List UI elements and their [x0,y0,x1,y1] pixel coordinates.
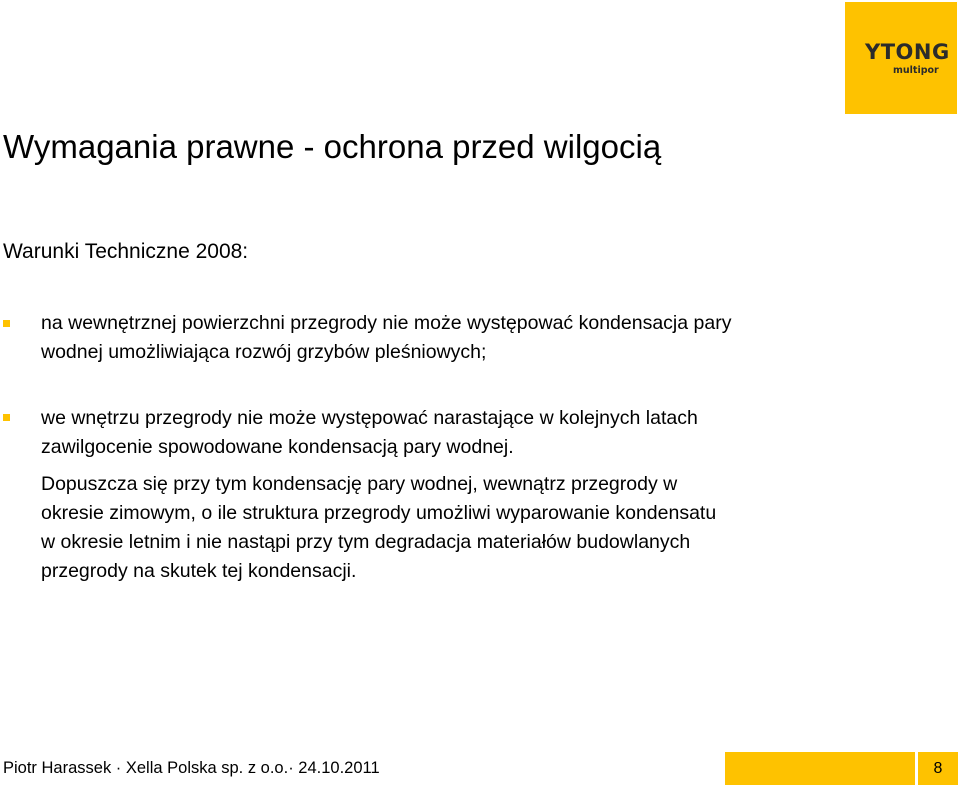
logo-sub-text: multipor [893,65,939,76]
page-number: 8 [933,759,943,777]
continuation-line-3: w okresie letnim i nie nastąpi przy tym degradacja materiałów budowlanych [41,531,691,553]
ytong-multipor-logo [845,2,957,114]
bullet-square-icon [3,320,10,327]
page-number-box [918,752,958,785]
bullet-square-icon [3,414,10,421]
logo-brand-text: YTONG [865,40,950,64]
continuation-paragraph [41,470,911,586]
bullet-item-1-line-1: na wewnętrznej powierzchni przegrody nie może występować kondensacja pary [41,312,732,334]
footer-author-date: Piotr Harassek · Xella Polska sp. z o.o.· 24.10.2011 [3,759,380,777]
footer-accent-bar [725,752,915,785]
slide-title: Wymagania prawne - ochrona przed wilgocią [3,128,662,165]
slide-subtitle: Warunki Techniczne 2008: [3,240,249,263]
continuation-line-1: Dopuszcza się przy tym kondensację pary wodnej, wewnątrz przegrody w [41,473,678,495]
bullet-item-1-line-2: wodnej umożliwiająca rozwój grzybów pleśniowych; [41,341,487,363]
bullet-item-2 [41,404,911,462]
bullet-item-1 [41,309,911,367]
bullet-item-2-line-1: we wnętrzu przegrody nie może występować narastające w kolejnych latach [41,407,698,429]
continuation-line-2: okresie zimowym, o ile struktura przegrody umożliwi wyparowanie kondensatu [41,502,717,524]
bullet-item-2-line-2: zawilgocenie spowodowane kondensacją pary wodnej. [41,436,514,458]
continuation-line-4: przegrody na skutek tej kondensacji. [41,560,357,582]
